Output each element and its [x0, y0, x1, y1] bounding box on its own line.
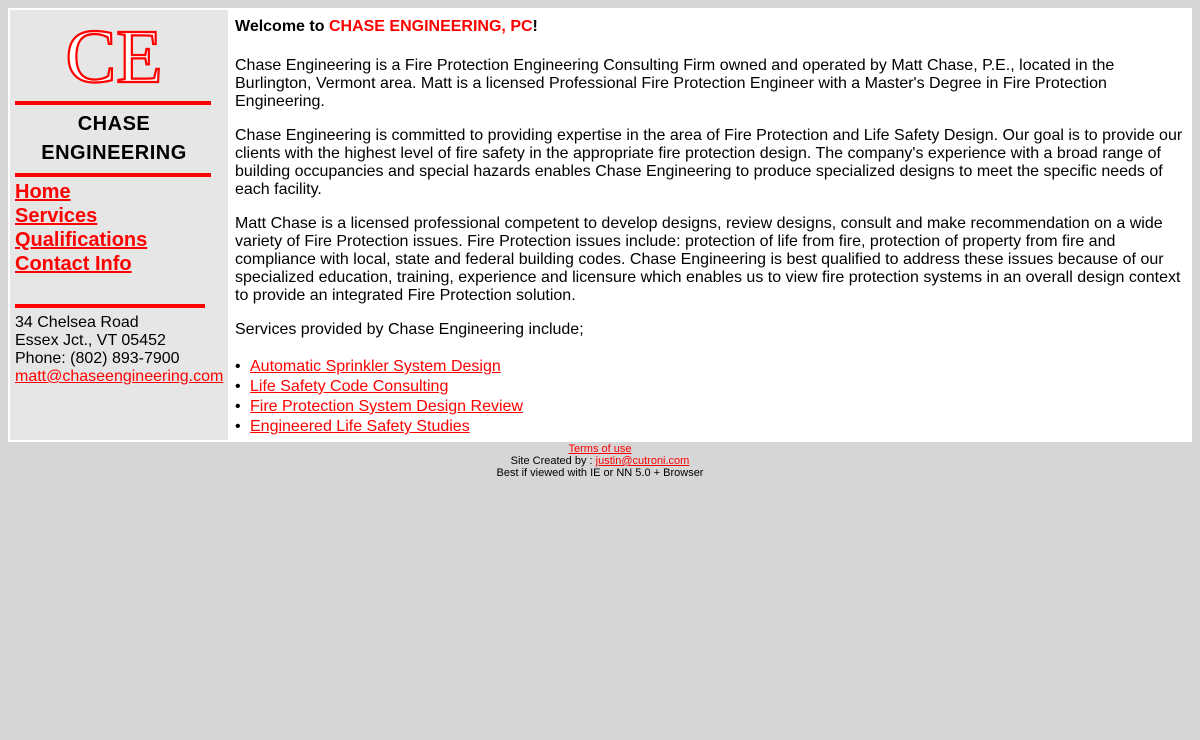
page-footer [0, 443, 1200, 479]
brand-line-2: ENGINEERING [41, 142, 187, 164]
list-item [235, 417, 523, 437]
nav-qualifications-link[interactable]: Qualifications [15, 229, 148, 251]
logo-monogram-text: CE [65, 24, 163, 94]
sidebar [10, 10, 228, 440]
site-credit [0, 455, 1200, 467]
address-phone: Phone: (802) 893-7900 [15, 350, 180, 367]
bullet-icon: • [235, 398, 241, 415]
bullet-icon: • [235, 358, 241, 375]
nav-home-link[interactable]: Home [15, 181, 71, 203]
nav-services-link[interactable]: Services [15, 205, 98, 227]
logo-divider-bottom [15, 173, 211, 177]
brand-line-1: CHASE [77, 113, 151, 135]
terms-of-use-link[interactable]: Terms of use [568, 443, 632, 455]
contact-email-link[interactable]: matt@chaseengineering.com [15, 368, 224, 385]
bullet-icon: • [235, 378, 241, 395]
site-credit-label: Site Created by : [510, 455, 596, 467]
welcome-suffix: ! [532, 18, 538, 35]
page-frame [8, 8, 1192, 442]
service-life-safety-code-link[interactable]: Life Safety Code Consulting [250, 378, 449, 395]
nav-divider [15, 304, 205, 308]
services-intro-paragraph: Services provided by Chase Engineering include; [235, 321, 584, 338]
service-sprinkler-design-link[interactable]: Automatic Sprinkler System Design [250, 358, 501, 375]
address-city: Essex Jct., VT 05452 [15, 332, 166, 349]
main-content [234, 10, 1188, 440]
nav-contact-info-link[interactable]: Contact Info [15, 253, 132, 275]
list-item [235, 377, 523, 397]
list-item [235, 357, 523, 377]
creator-email-link[interactable]: justin@cutroni.com [595, 455, 690, 467]
bullet-icon: • [235, 418, 241, 435]
intro-paragraph: Chase Engineering is a Fire Protection Engineering Consulting Firm owned and operated by Matt Chase, P.E., located in the Burlington, Vermont area. Matt is a licensed Professional Fire Protection Engineer with a Master's Degree in Fire Protection Engineering. [235, 57, 1115, 110]
commitment-paragraph: Chase Engineering is committed to providing expertise in the area of Fire Protection and Life Safety Design. Our goal is to provide our clients with the highest level of fire safety in the appropriate fire protection design. The company's experience with a broad range of building occupancies and special hazards enables Chase Engineering to produce specialized designs to meet the specific needs of each facility. [235, 127, 1183, 198]
list-item [235, 397, 523, 417]
address-street: 34 Chelsea Road [15, 314, 139, 331]
services-list [235, 357, 523, 437]
qualification-paragraph: Matt Chase is a licensed professional competent to develop designs, review designs, consult and make recommendation on a wide variety of Fire Protection issues. Fire Protection issues include: protection of life from fire, protection of property from fire and compliance with local, state and federal building codes. Chase Engineering is best qualified to address these issues because of our specialized education, training, experience and licensure which enables us to view fire protection systems in an overall design context to provide an integrated Fire Protection solution. [235, 215, 1181, 304]
ce-monogram-logo [10, 24, 218, 94]
contact-address [15, 314, 223, 386]
welcome-company-name: CHASE ENGINEERING, PC [328, 18, 533, 35]
service-design-review-link[interactable]: Fire Protection System Design Review [250, 398, 523, 415]
logo-divider-top [15, 101, 211, 105]
welcome-prefix: Welcome to [235, 18, 329, 35]
welcome-heading [235, 18, 538, 36]
browser-note: Best if viewed with IE or NN 5.0 + Browser [496, 467, 704, 479]
service-life-safety-studies-link[interactable]: Engineered Life Safety Studies [250, 418, 470, 435]
